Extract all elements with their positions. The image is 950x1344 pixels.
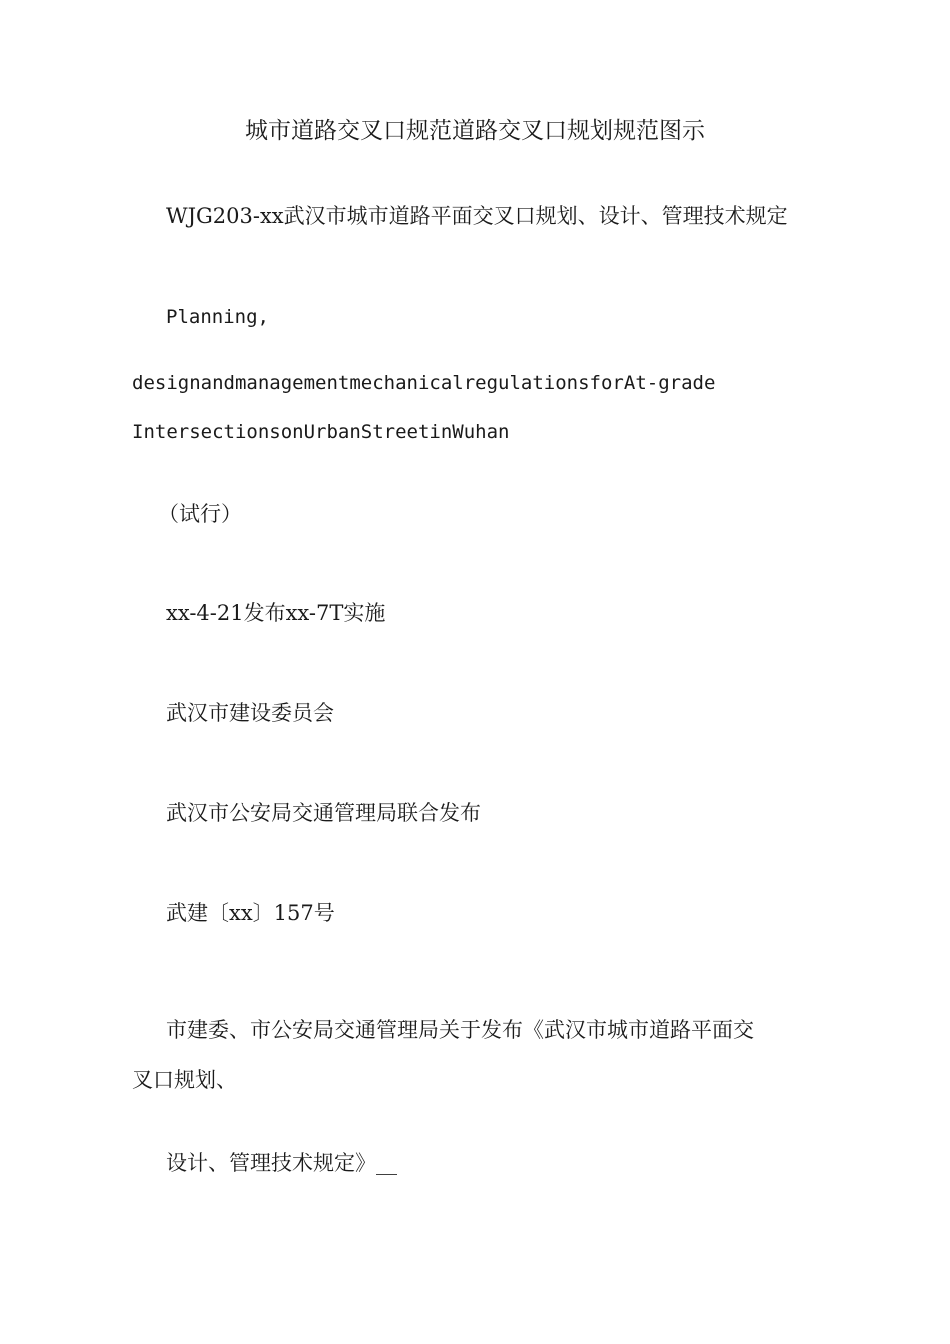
issuer-construction-committee: 武汉市建设委员会 [166,701,334,725]
issuer-traffic-bureau: 武汉市公安局交通管理局联合发布 [166,801,481,825]
issue-dates: xx-4-21发布xx-7T实施 [166,601,386,625]
standard-code-line: WJG203-xx武汉市城市道路平面交叉口规划、设计、管理技术规定 [166,204,788,228]
document-number: 武建〔xx〕157号 [166,901,335,925]
trial-label: （试行） [158,502,242,526]
notice-line-1: 市建委、市公安局交通管理局关于发布《武汉市城市道路平面交 [166,1018,754,1042]
english-title-line-2: designandmanagementmechanicalregulationsforAt-grade [132,372,716,394]
notice-line-3: 设计、管理技术规定》__ [166,1151,397,1175]
notice-line-2: 叉口规划、 [132,1068,237,1092]
english-title-line-1: Planning, [166,306,269,328]
document-title: 城市道路交叉口规范道路交叉口规划规范图示 [245,118,705,144]
english-title-line-3: IntersectionsonUrbanStreetinWuhan [132,421,510,443]
